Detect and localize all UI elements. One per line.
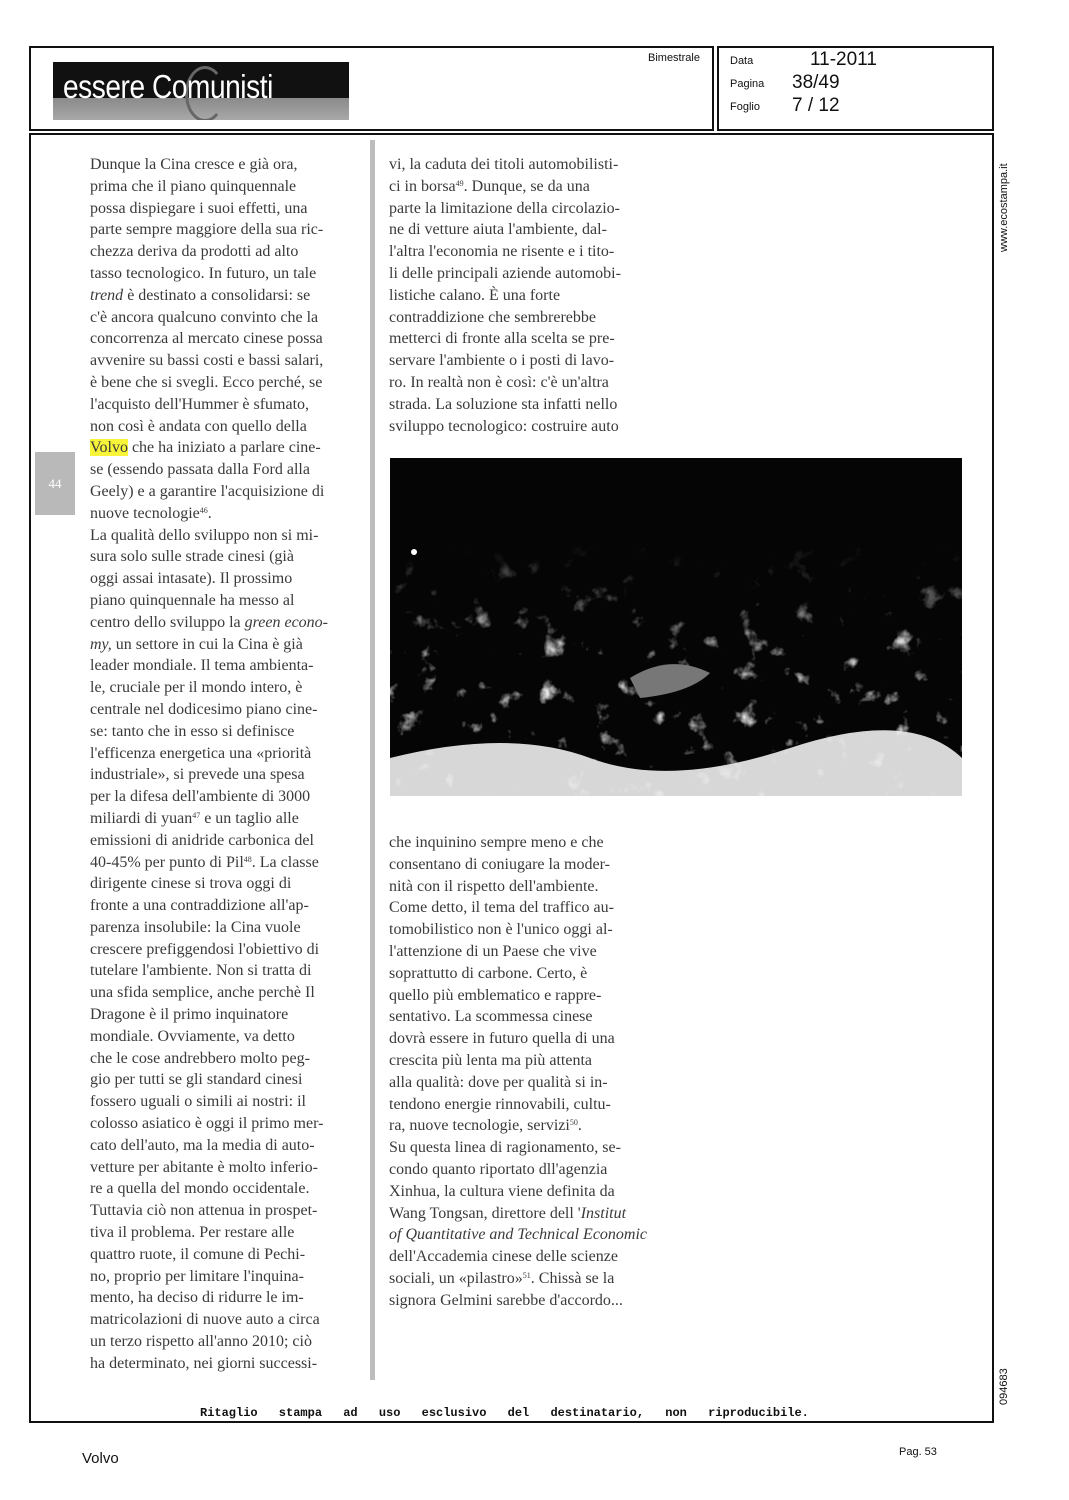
text-line bbox=[90, 176, 328, 198]
text-segment: dell'Accademia cinese delle scienze bbox=[389, 1248, 618, 1266]
text-line bbox=[389, 1159, 647, 1181]
text-line bbox=[90, 699, 328, 721]
text-line bbox=[389, 919, 647, 941]
text-segment: oggi assai intasate). Il prossimo bbox=[90, 570, 293, 588]
text-segment: soprattutto di carbone. Certo, è bbox=[389, 964, 588, 982]
clipping-page-number: Pag. 53 bbox=[899, 1446, 937, 1458]
text-segment: Xinhua, la cultura viene definita da bbox=[389, 1182, 615, 1200]
text-line bbox=[389, 1050, 647, 1072]
text-segment: Institut bbox=[580, 1204, 627, 1222]
text-segment: tiva il problema. Per restare alle bbox=[90, 1224, 295, 1242]
clipping-keyword: Volvo bbox=[82, 1450, 119, 1467]
text-segment: fronte a una contraddizione all'ap- bbox=[90, 897, 309, 915]
text-line bbox=[90, 241, 328, 263]
text-line bbox=[389, 1181, 647, 1203]
text-segment: non così è andata con quello della bbox=[90, 417, 307, 435]
text-segment: fossero uguali o simili ai nostri: il bbox=[90, 1093, 306, 1111]
text-line bbox=[90, 1287, 328, 1309]
text-line bbox=[90, 590, 328, 612]
text-segment: ne di vetture aiuta l'ambiente, dal- bbox=[389, 221, 607, 239]
text-segment: se (essendo passata dalla Ford alla bbox=[90, 461, 310, 479]
text-segment: strada. La soluzione sta infatti nello bbox=[389, 395, 618, 413]
text-line bbox=[90, 786, 328, 808]
text-line bbox=[389, 963, 647, 985]
text-segment: sentativo. La scommessa cinese bbox=[389, 1008, 593, 1026]
text-line bbox=[389, 372, 621, 394]
text-segment: industriale», si prevede una spesa bbox=[90, 766, 305, 784]
text-segment: e un taglio alle bbox=[200, 809, 299, 827]
text-line bbox=[90, 1069, 328, 1091]
text-line bbox=[90, 1157, 328, 1179]
text-line bbox=[90, 982, 328, 1004]
text-line bbox=[389, 1224, 647, 1246]
text-line bbox=[90, 1244, 328, 1266]
text-segment: . Dunque, se da una bbox=[463, 177, 590, 195]
text-segment: mondiale. Ovviamente, va detto bbox=[90, 1027, 295, 1045]
text-line bbox=[90, 1004, 328, 1026]
text-line bbox=[90, 437, 328, 459]
article-column-right-top bbox=[389, 154, 621, 437]
text-line bbox=[90, 394, 328, 416]
text-line bbox=[90, 416, 328, 438]
text-segment: of Quantitative and Technical Economic bbox=[389, 1226, 648, 1244]
article-column-left bbox=[90, 154, 328, 1375]
text-segment: piano quinquennale ha messo al bbox=[90, 591, 295, 609]
text-line bbox=[389, 1072, 647, 1094]
page-number-tab: 44 bbox=[35, 452, 75, 515]
text-segment: green econo- bbox=[244, 613, 329, 631]
text-line bbox=[389, 285, 621, 307]
page-value: 38/49 bbox=[792, 72, 840, 93]
text-line bbox=[90, 895, 328, 917]
text-line bbox=[90, 372, 328, 394]
text-line bbox=[389, 198, 621, 220]
text-segment: matricolazioni di nuove auto a circa bbox=[90, 1311, 320, 1329]
text-line bbox=[389, 263, 621, 285]
text-line bbox=[90, 1331, 328, 1353]
text-line bbox=[90, 503, 328, 525]
text-line bbox=[389, 1203, 647, 1225]
text-line bbox=[389, 1094, 647, 1116]
text-line bbox=[90, 568, 328, 590]
text-segment: Su questa linea di ragionamento, se- bbox=[389, 1139, 621, 1157]
text-segment: prima che il piano quinquennale bbox=[90, 177, 297, 195]
reproduction-notice: Ritaglio stampa ad uso esclusivo del destinatario, non riproducibile. bbox=[200, 1406, 809, 1420]
text-line bbox=[90, 219, 328, 241]
text-line bbox=[90, 939, 328, 961]
text-segment: ha determinato, nei giorni successi- bbox=[90, 1354, 318, 1372]
text-segment: se: tanto che in esso si definisce bbox=[90, 722, 295, 740]
text-segment: che ha iniziato a parlare cine- bbox=[127, 439, 321, 457]
text-segment: sociali, un «pilastro» bbox=[389, 1269, 523, 1287]
text-segment: concorrenza al mercato cinese possa bbox=[90, 330, 323, 348]
page-label: Pagina bbox=[730, 78, 765, 90]
text-segment: Geely) e a garantire l'acquisizione di bbox=[90, 482, 325, 500]
text-line bbox=[90, 655, 328, 677]
text-segment: signora Gelmini sarebbe d'accordo... bbox=[389, 1291, 623, 1309]
footnote-ref: 48 bbox=[243, 854, 252, 864]
footnote-ref: 47 bbox=[192, 810, 201, 820]
text-segment: un settore in cui la Cina è già bbox=[111, 635, 303, 653]
text-segment: Tuttavia ciò non attenua in prospet- bbox=[90, 1202, 318, 1220]
text-segment: vi, la caduta dei titoli automobilisti- bbox=[389, 156, 619, 173]
text-segment: possa dispiegare i suoi effetti, una bbox=[90, 199, 308, 217]
text-segment: l'attenzione di un Paese che vive bbox=[389, 942, 597, 960]
text-segment: Wang Tongsan, direttore dell ' bbox=[389, 1204, 581, 1222]
text-segment: Dunque la Cina cresce e già ora, bbox=[90, 156, 298, 173]
text-line bbox=[90, 612, 328, 634]
text-line bbox=[389, 350, 621, 372]
text-segment: gio per tutti se gli standard cinesi bbox=[90, 1071, 303, 1089]
text-line bbox=[90, 154, 328, 176]
text-line bbox=[90, 307, 328, 329]
text-line bbox=[389, 1137, 647, 1159]
text-segment: le, cruciale per il mondo intero, è bbox=[90, 679, 303, 697]
text-segment: dirigente cinese si trova oggi di bbox=[90, 875, 292, 893]
text-segment: servare l'ambiente o i posti di lavo- bbox=[389, 352, 615, 370]
text-segment: che inquinino sempre meno e che bbox=[389, 834, 604, 851]
text-segment: re a quella del mondo occidentale. bbox=[90, 1180, 310, 1198]
text-line bbox=[90, 743, 328, 765]
text-line bbox=[90, 1266, 328, 1288]
text-segment: ci in borsa bbox=[389, 177, 456, 195]
text-segment: consentano di coniugare la moder- bbox=[389, 855, 610, 873]
periodicity: Bimestrale bbox=[648, 52, 700, 64]
text-line bbox=[90, 328, 328, 350]
text-line bbox=[90, 873, 328, 895]
text-line bbox=[90, 263, 328, 285]
text-line bbox=[90, 1113, 328, 1135]
text-segment: sura solo sulle strade cinesi (già bbox=[90, 548, 294, 566]
text-segment: avvenire su bassi costi e bassi salari, bbox=[90, 352, 324, 370]
text-line bbox=[389, 941, 647, 963]
text-line bbox=[90, 917, 328, 939]
text-segment: cato dell'auto, ma la media di auto- bbox=[90, 1136, 315, 1154]
text-segment: condo quanto riportato dll'agenzia bbox=[389, 1160, 608, 1178]
text-segment: l'acquisto dell'Hummer è sfumato, bbox=[90, 395, 310, 413]
text-line bbox=[90, 764, 328, 786]
text-segment: 40-45% per punto di Pil bbox=[90, 853, 244, 871]
text-line bbox=[389, 307, 621, 329]
text-segment: li delle principali aziende automobi- bbox=[389, 264, 621, 282]
text-line bbox=[389, 897, 647, 919]
text-line bbox=[90, 1026, 328, 1048]
highlighted-keyword: Volvo bbox=[90, 439, 128, 457]
text-segment: metterci di fronte alla scelta se pre- bbox=[389, 330, 615, 348]
text-line bbox=[90, 350, 328, 372]
date-value: 11-2011 bbox=[810, 49, 877, 70]
date-label: Data bbox=[730, 55, 754, 67]
text-segment: emissioni di anidride carbonica del bbox=[90, 831, 314, 849]
text-segment: chezza deriva da prodotti ad alto bbox=[90, 243, 299, 261]
text-line bbox=[389, 876, 647, 898]
text-line bbox=[389, 985, 647, 1007]
text-line bbox=[389, 154, 621, 176]
clipping-code: 094683 bbox=[998, 1368, 1010, 1405]
text-line bbox=[90, 285, 328, 307]
text-segment: alla qualità: dove per qualità si in- bbox=[389, 1073, 608, 1091]
text-line bbox=[90, 852, 328, 874]
text-segment: che le cose andrebbero molto peg- bbox=[90, 1049, 310, 1067]
text-segment: trend bbox=[90, 286, 124, 304]
text-line bbox=[389, 1268, 647, 1290]
text-line bbox=[90, 525, 328, 547]
text-segment: un terzo rispetto all'anno 2010; ciò bbox=[90, 1333, 312, 1351]
text-segment: . Chissà se la bbox=[530, 1269, 615, 1287]
text-segment: Come detto, il tema del traffico au- bbox=[389, 899, 614, 917]
text-segment: no, proprio per limitare l'inquina- bbox=[90, 1267, 304, 1285]
text-segment: l'altra l'economia ne risente e i tito- bbox=[389, 243, 615, 261]
text-segment: listiche calano. È una forte bbox=[389, 286, 561, 304]
text-segment: parte sempre maggiore della sua ric- bbox=[90, 221, 324, 239]
text-segment: crescere prefiggendosi l'obiettivo di bbox=[90, 940, 320, 958]
source-site: www.ecostampa.it bbox=[998, 163, 1010, 252]
text-line bbox=[90, 808, 328, 830]
text-segment: contraddizione che sembrerebbe bbox=[389, 308, 597, 326]
text-line bbox=[389, 832, 647, 854]
text-segment: è bene che si svegli. Ecco perché, se bbox=[90, 373, 323, 391]
text-segment: vetture per abitante è molto inferio- bbox=[90, 1158, 318, 1176]
text-segment: nità con il rispetto dell'ambiente. bbox=[389, 877, 599, 895]
text-line bbox=[90, 1178, 328, 1200]
text-segment: parte la limitazione della circolazio- bbox=[389, 199, 620, 217]
text-line bbox=[90, 677, 328, 699]
text-segment: . bbox=[207, 504, 212, 522]
logo-text: essere Comunisti bbox=[63, 68, 273, 105]
text-segment: tutelare l'ambiente. Non si tratta di bbox=[90, 962, 312, 980]
text-segment: tendono energie rinnovabili, cultu- bbox=[389, 1095, 611, 1113]
text-line bbox=[90, 1309, 328, 1331]
text-segment: . La classe bbox=[251, 853, 319, 871]
text-segment: è destinato a consolidarsi: se bbox=[123, 286, 311, 304]
text-line bbox=[90, 721, 328, 743]
text-line bbox=[389, 328, 621, 350]
sheet-label: Foglio bbox=[730, 101, 760, 113]
text-segment: quattro ruote, il comune di Pechi- bbox=[90, 1245, 306, 1263]
text-segment: La qualità dello sviluppo non si mi- bbox=[90, 526, 319, 544]
text-line bbox=[90, 481, 328, 503]
text-line bbox=[389, 241, 621, 263]
text-segment: . bbox=[577, 1117, 582, 1135]
text-segment: mento, ha deciso di ridurre le im- bbox=[90, 1289, 304, 1307]
text-segment: crescita più lenta ma più attenta bbox=[389, 1051, 593, 1069]
text-line bbox=[90, 960, 328, 982]
text-line bbox=[389, 1006, 647, 1028]
text-segment: per la difesa dell'ambiente di 3000 bbox=[90, 788, 311, 806]
text-segment: dovrà essere in futuro quella di una bbox=[389, 1030, 615, 1048]
text-line bbox=[389, 394, 621, 416]
publication-logo bbox=[53, 62, 349, 120]
text-line bbox=[90, 198, 328, 220]
text-segment: tomobilistico non è l'unico oggi al- bbox=[389, 921, 613, 939]
text-segment: leader mondiale. Il tema ambienta- bbox=[90, 657, 314, 675]
text-line bbox=[90, 546, 328, 568]
text-segment: parenza insolubile: la Cina vuole bbox=[90, 918, 301, 936]
text-line bbox=[389, 1290, 647, 1312]
text-line bbox=[90, 1048, 328, 1070]
footnote-ref: 50 bbox=[569, 1118, 578, 1128]
text-line bbox=[389, 1028, 647, 1050]
text-segment: ra, nuove tecnologie, servizi bbox=[389, 1117, 570, 1135]
text-segment: sviluppo tecnologico: costruire auto bbox=[389, 417, 619, 435]
text-segment: centrale nel dodicesimo piano cine- bbox=[90, 700, 318, 718]
text-segment: tasso tecnologico. In futuro, un tale bbox=[90, 264, 317, 282]
text-line bbox=[389, 416, 621, 438]
text-line bbox=[389, 176, 621, 198]
text-segment: nuove tecnologie bbox=[90, 504, 200, 522]
text-segment: ro. In realtà non è così: c'è un'altra bbox=[389, 373, 609, 391]
text-line bbox=[389, 854, 647, 876]
text-line bbox=[389, 219, 621, 241]
text-segment: quello più emblematico e rappre- bbox=[389, 986, 602, 1004]
text-line bbox=[90, 830, 328, 852]
text-line bbox=[389, 1246, 647, 1268]
footnote-ref: 49 bbox=[455, 178, 464, 188]
text-line bbox=[90, 1222, 328, 1244]
column-separator bbox=[370, 140, 375, 1380]
article-photo bbox=[390, 458, 962, 796]
text-line bbox=[90, 1200, 328, 1222]
text-segment: c'è ancora qualcuno convinto che la bbox=[90, 308, 319, 326]
text-segment: Dragone è il primo inquinatore bbox=[90, 1006, 289, 1024]
text-line bbox=[90, 1353, 328, 1375]
footnote-ref: 51 bbox=[522, 1270, 531, 1280]
text-segment: l'efficenza energetica una «priorità bbox=[90, 744, 312, 762]
article-column-right-bottom bbox=[389, 832, 647, 1312]
photo-smog-image bbox=[390, 458, 962, 796]
sheet-value: 7 / 12 bbox=[792, 95, 840, 116]
text-line bbox=[90, 1135, 328, 1157]
text-line bbox=[389, 1115, 647, 1137]
text-segment: colosso asiatico è oggi il primo mer- bbox=[90, 1115, 324, 1133]
text-line bbox=[90, 634, 328, 656]
text-line bbox=[90, 1091, 328, 1113]
footnote-ref: 46 bbox=[199, 505, 208, 515]
text-segment: miliardi di yuan bbox=[90, 809, 193, 827]
text-line bbox=[90, 459, 328, 481]
text-segment: centro dello sviluppo la bbox=[90, 613, 245, 631]
text-segment: una sfida semplice, anche perchè Il bbox=[90, 984, 315, 1002]
text-segment: my, bbox=[90, 635, 112, 653]
